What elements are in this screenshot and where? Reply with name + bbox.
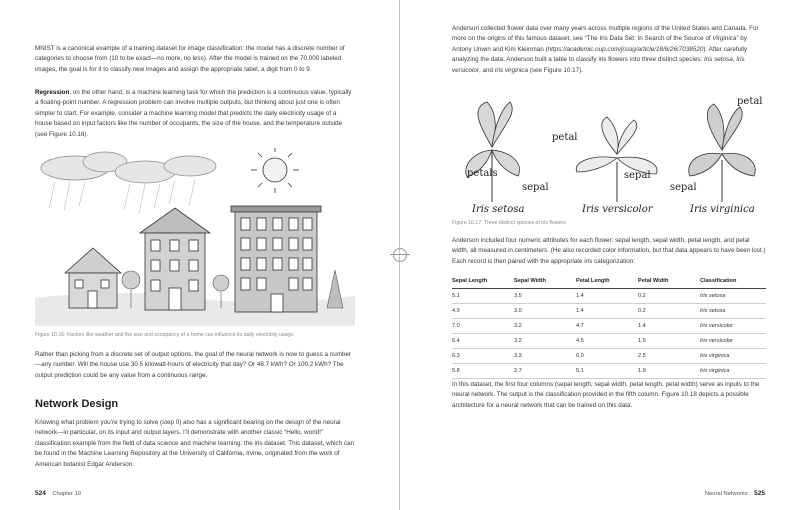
- column-header: Sepal Length: [452, 276, 514, 289]
- text-species: Iris setosa: [704, 56, 733, 64]
- table-row: [452, 364, 766, 379]
- house-weather-illustration: [35, 148, 355, 326]
- table-cell: 1.4: [576, 289, 638, 304]
- paragraph-continuous-output: Rather than picking from a discrete set of output options, the goal of the neural network is now to guess a number—any number. Will the house use 30.5 kilowatt-hours of electricity that day? Or 48.7 kWh? Or 100.2 kWh? The output prediction could be any value from a continuous range.: [35, 351, 352, 379]
- term-regression: Regression: [35, 89, 70, 96]
- page-number: 524: [35, 490, 46, 497]
- table-cell: 6.4: [452, 334, 514, 349]
- left-page: [0, 0, 399, 510]
- table-cell: 5.1: [576, 364, 638, 379]
- table-row: [452, 349, 766, 364]
- text-run: (see Figure 10.17).: [527, 66, 583, 74]
- apartment-building: [231, 206, 321, 312]
- text-run: Anderson collected flower data over many years across multiple regions of the United States and Canada. For more on the origins of this famous dataset, see “The Iris Data Set: In Search of the Source of: [452, 25, 759, 43]
- label-petal-virginica: petal: [737, 96, 763, 107]
- table-cell: 5.8: [452, 364, 514, 379]
- text-run: ,: [732, 56, 737, 64]
- table-cell: 6.0: [576, 349, 638, 364]
- running-head: Neural Networks: [704, 491, 748, 497]
- table-cell: 2.7: [514, 364, 576, 379]
- table-cell: 0.2: [638, 289, 700, 304]
- species-label-virginica: Iris virginica: [690, 204, 755, 215]
- right-folio: [705, 490, 765, 497]
- text-run: ). After carefully analyzing the data, Anderson built a table to classify iris flowers into three distinct species:: [452, 45, 748, 64]
- table-cell: 1.4: [638, 319, 700, 334]
- iris-species-illustration: [452, 92, 767, 218]
- figure-caption-10-16: Figure 10.16: Factors like weather and the size and occupancy of a home can influence its daily electricity usage.: [35, 332, 295, 338]
- table-row: [452, 334, 766, 349]
- table-row: [452, 289, 766, 304]
- table-cell-classification: Iris setosa: [700, 289, 766, 304]
- table-cell: 4.5: [576, 334, 638, 349]
- running-head: Chapter 10: [52, 491, 81, 497]
- paragraph-attributes: Anderson included four numeric attributes for each flower: sepal length, sepal width, petal length, and petal width, all measured in centimeters. (He also recorded color information, but that data appears to have been lost.) Each record is then paired with the appropriate iris categorization:: [452, 237, 766, 265]
- table-cell-classification: Iris virginica: [700, 364, 766, 379]
- iris-virginica-drawing: [689, 104, 756, 202]
- right-page: [400, 0, 800, 510]
- table-cell: 5.1: [452, 289, 514, 304]
- column-header: Petal Width: [638, 276, 700, 289]
- text-run: ” by Antony Unwin and Kim Kleinman (: [452, 35, 747, 53]
- section-heading: Network Design: [35, 398, 119, 410]
- text-species: Iris versicolor: [452, 56, 745, 74]
- table-cell: 4.9: [452, 304, 514, 319]
- label-petal-versicolor: petal: [552, 132, 578, 143]
- left-folio: [35, 490, 81, 497]
- table-cell: 3.0: [514, 304, 576, 319]
- text-species: Iris virginica: [494, 66, 528, 74]
- text-virginica: Virginica: [712, 35, 737, 43]
- table-cell-classification: Iris setosa: [700, 304, 766, 319]
- table-header-row: [452, 276, 766, 289]
- table-cell: 3.2: [514, 319, 576, 334]
- column-header: Sepal Width: [514, 276, 576, 289]
- iris-data-table: [452, 276, 766, 379]
- paragraph-regression-text: , on the other hand, is a machine learning task for which the prediction is a continuous value, typically a floating-point number. A regression problem can involve multiple outputs, but thinking about just one is often simpler to start. For example, consider a machine learning model that predicts the daily electricity usage of a house based on input factors like the number of occupants, the size of the house, and the temperature outside (see Figure 10.16).: [35, 89, 352, 138]
- label-petals-setosa: petals: [467, 168, 498, 179]
- paragraph-mnist: MNIST is a canonical example of a training dataset for image classification: the model has a discrete number of categories to choose from (10 to be exact—no more, no less). After the model is trained on the 70,000 labeled images, the goal is for it to classify new images and assign the appropriate label, a digit from 0 to 9.: [35, 45, 345, 73]
- table-cell: 3.5: [514, 289, 576, 304]
- table-cell: 0.2: [638, 304, 700, 319]
- label-sepal-versicolor: sepal: [624, 170, 651, 181]
- table-cell: 1.4: [576, 304, 638, 319]
- label-sepal-virginica: sepal: [670, 182, 697, 193]
- page-number: 525: [754, 490, 765, 497]
- table-row: [452, 319, 766, 334]
- table-cell: 1.9: [638, 364, 700, 379]
- table-row: [452, 304, 766, 319]
- table-cell: 4.7: [576, 319, 638, 334]
- table-cell: 2.5: [638, 349, 700, 364]
- paragraph-anderson: [452, 24, 767, 76]
- paragraph-regression: [35, 88, 355, 140]
- table-cell: 3.3: [514, 349, 576, 364]
- iris-versicolor-drawing: [576, 117, 657, 202]
- paragraph-inputs-outputs: In this dataset, the first four columns (sepal length, sepal width, petal length, petal width) serve as inputs to the neural network. The output is the classification provided in the fifth column. Figure 10.18 depicts a possible architecture for a neural network that can be trained on this data.: [452, 381, 760, 409]
- label-sepal-setosa: sepal: [522, 182, 549, 193]
- table-cell: 3.2: [514, 334, 576, 349]
- iris-setosa-drawing: [466, 102, 520, 202]
- table-cell-classification: Iris virginica: [700, 349, 766, 364]
- table-cell-classification: Iris versicolor: [700, 319, 766, 334]
- figure-caption-10-17: Figure 10.17: Three distinct species of iris flowers: [452, 220, 566, 226]
- species-label-setosa: Iris setosa: [472, 204, 525, 215]
- table-cell-classification: Iris versicolor: [700, 334, 766, 349]
- article-link[interactable]: https://academic.oup.com/jrssig/article/18/6/26/7038520: [547, 45, 704, 53]
- table-cell: 1.5: [638, 334, 700, 349]
- species-label-versicolor: Iris versicolor: [582, 204, 653, 215]
- column-header: Classification: [700, 276, 766, 289]
- paragraph-network-design: Knowing what problem you’re trying to solve (step 0) also has a significant bearing on the design of the neural network—in particular, on its input and output layers. I’ll demonstrate with another classic “Hello, world!” classification example from the field of data science and machine learning: the iris dataset. This dataset, which can be found in the Machine Learning Repository at the University of California, Irvine, originated from the work of American botanist Edgar Anderson.: [35, 419, 355, 468]
- text-run: , and: [478, 66, 495, 74]
- table-cell: 6.3: [452, 349, 514, 364]
- column-header: Petal Length: [576, 276, 638, 289]
- table-cell: 7.0: [452, 319, 514, 334]
